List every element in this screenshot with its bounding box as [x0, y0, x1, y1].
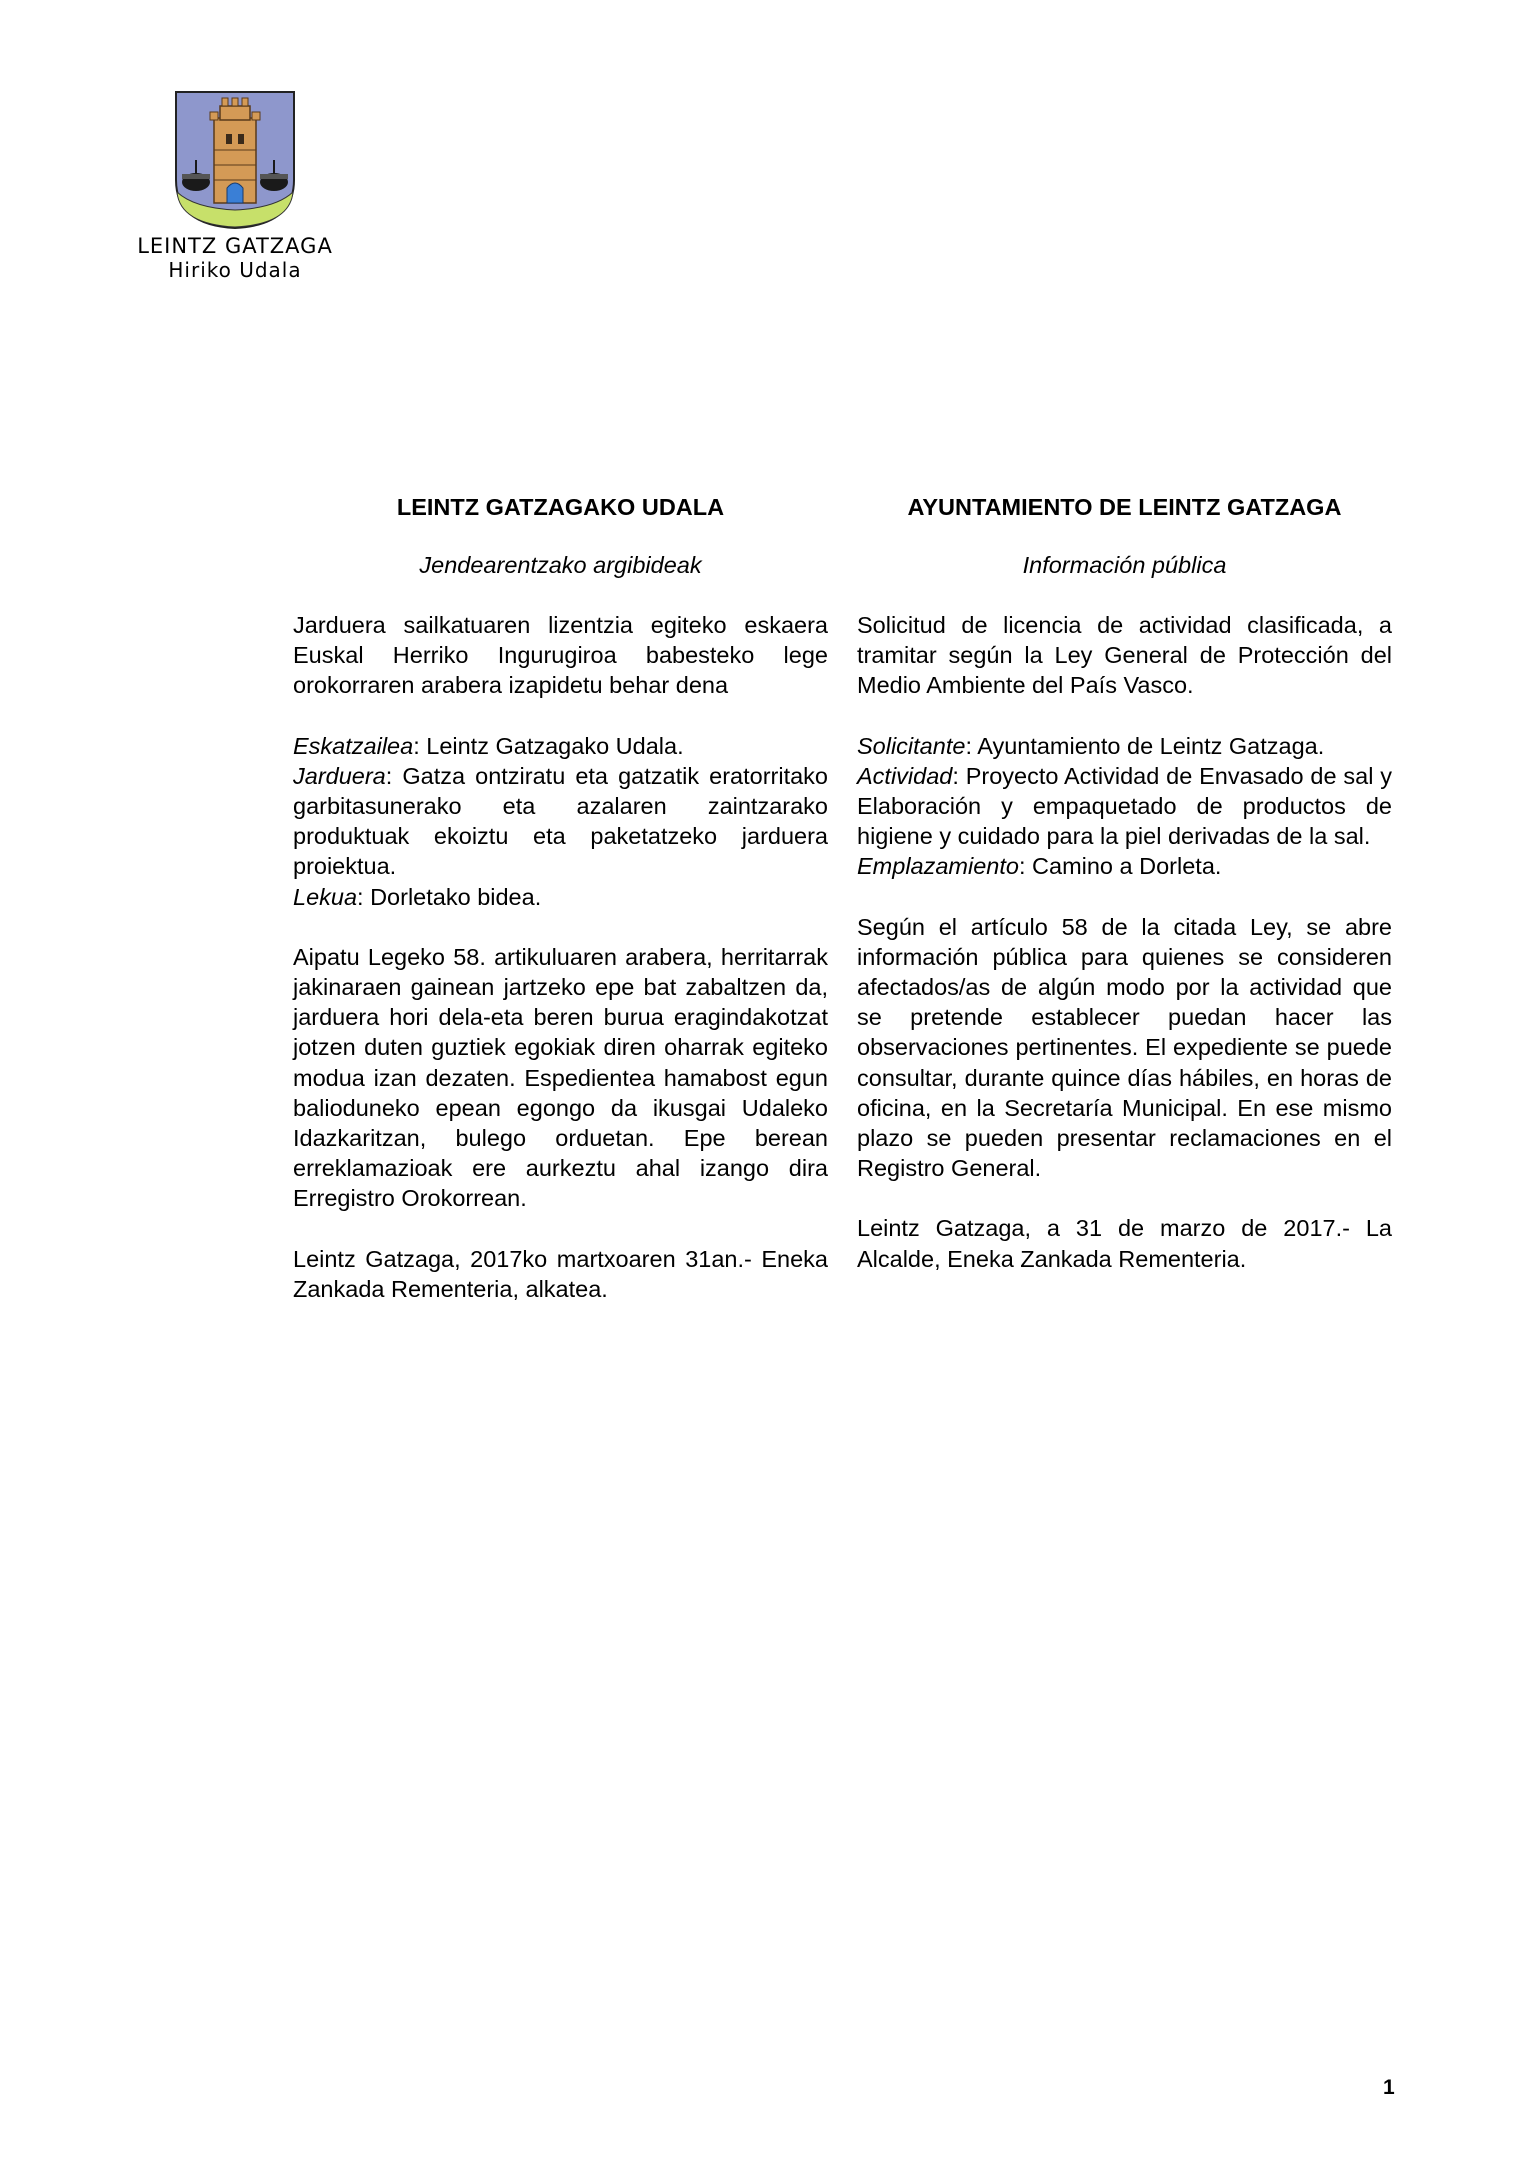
- basque-signature: Leintz Gatzaga, 2017ko martxoaren 31an.- Eneka Zankada Rementeria, alkatea.: [293, 1245, 828, 1302]
- basque-activity: [293, 761, 828, 882]
- spanish-applicant: [857, 731, 1392, 761]
- basque-location-label: Lekua: [293, 883, 358, 910]
- basque-location-value: : Dorletako bidea.: [357, 883, 542, 910]
- coat-of-arms-logo: [174, 90, 296, 230]
- basque-subheading: Jendearentzako argibideak: [419, 552, 702, 578]
- basque-column: [293, 492, 828, 1304]
- spanish-heading: AYUNTAMIENTO DE LEINTZ GATZAGA: [907, 494, 1342, 520]
- municipal-header: [120, 90, 350, 282]
- spanish-title: Solicitud de licencia de actividad clasificada, a tramitar según la Ley General de Protección del Medio Ambiente del País Vasco.: [857, 612, 1392, 699]
- spanish-applicant-value: : Ayuntamiento de Leintz Gatzaga.: [965, 732, 1325, 759]
- basque-applicant: [293, 731, 828, 761]
- spanish-location-value: : Camino a Dorleta.: [1018, 853, 1222, 880]
- spanish-body: Según el artículo 58 de la citada Ley, se abre información pública para quienes se consideren afectados/as de algún modo por la actividad que se pretende establecer puedan hacer las observaciones pertinentes. El expediente se puede consultar, durante quince días hábiles, en horas de oficina, en la Secretaría Municipal. En ese mismo plazo se pueden presentar reclamaciones en el Registro General.: [857, 913, 1392, 1182]
- spanish-signature: Leintz Gatzaga, a 31 de marzo de 2017.- La Alcalde, Eneka Zankada Rementeria.: [857, 1215, 1392, 1272]
- spanish-location-label: Emplazamiento: [857, 853, 1019, 880]
- basque-location: [293, 882, 828, 912]
- spanish-subheading: Información pública: [1022, 552, 1227, 578]
- basque-applicant-label: Eskatzailea: [293, 732, 414, 759]
- basque-activity-label: Jarduera: [293, 762, 386, 789]
- basque-body: Aipatu Legeko 58. artikuluaren arabera, herritarrak jakinaraen gainean jartzeko epe bat zabaltzen da, jarduera hori dela-eta beren burua eragindakotzat jotzen duten guztiek egokiak diren oharrak egiteko modua izan dezaten. Espedientea hamabost egun balioduneko epean egongo da ikusgai Udaleko Idazkaritzan, bulego orduetan. Epe berean erreklamazioak ere aurkeztu ahal izango dira Erregistro Orokorrean.: [293, 943, 828, 1212]
- basque-title: Jarduera sailkatuaren lizentzia egiteko eskaera Euskal Herriko Ingurugiroa babesteko lege orokorraren arabera izapidetu behar dena: [293, 612, 828, 699]
- org-name: LEINTZ GATZAGA: [137, 234, 333, 258]
- spanish-applicant-label: Solicitante: [857, 732, 966, 759]
- basque-heading: LEINTZ GATZAGAKO UDALA: [396, 494, 725, 520]
- basque-activity-value: : Gatza ontziratu eta gatzatik eratorritako garbitasunerako eta azalaren zaintzarako produktuak ekoiztu eta paketatzeko jarduera proiektua.: [293, 762, 828, 880]
- basque-applicant-value: : Leintz Gatzagako Udala.: [413, 732, 684, 759]
- page-number: 1: [1383, 2076, 1395, 2099]
- spanish-activity-label: Actividad: [857, 762, 953, 789]
- spanish-location: [857, 851, 1392, 881]
- org-subtitle: Hiriko Udala: [168, 258, 302, 282]
- spanish-activity: [857, 761, 1392, 852]
- spanish-column: [857, 492, 1392, 1274]
- spanish-activity-value: : Proyecto Actividad de Envasado de sal y Elaboración y empaquetado de productos de higiene y cuidado para la piel derivadas de la sal.: [857, 762, 1392, 850]
